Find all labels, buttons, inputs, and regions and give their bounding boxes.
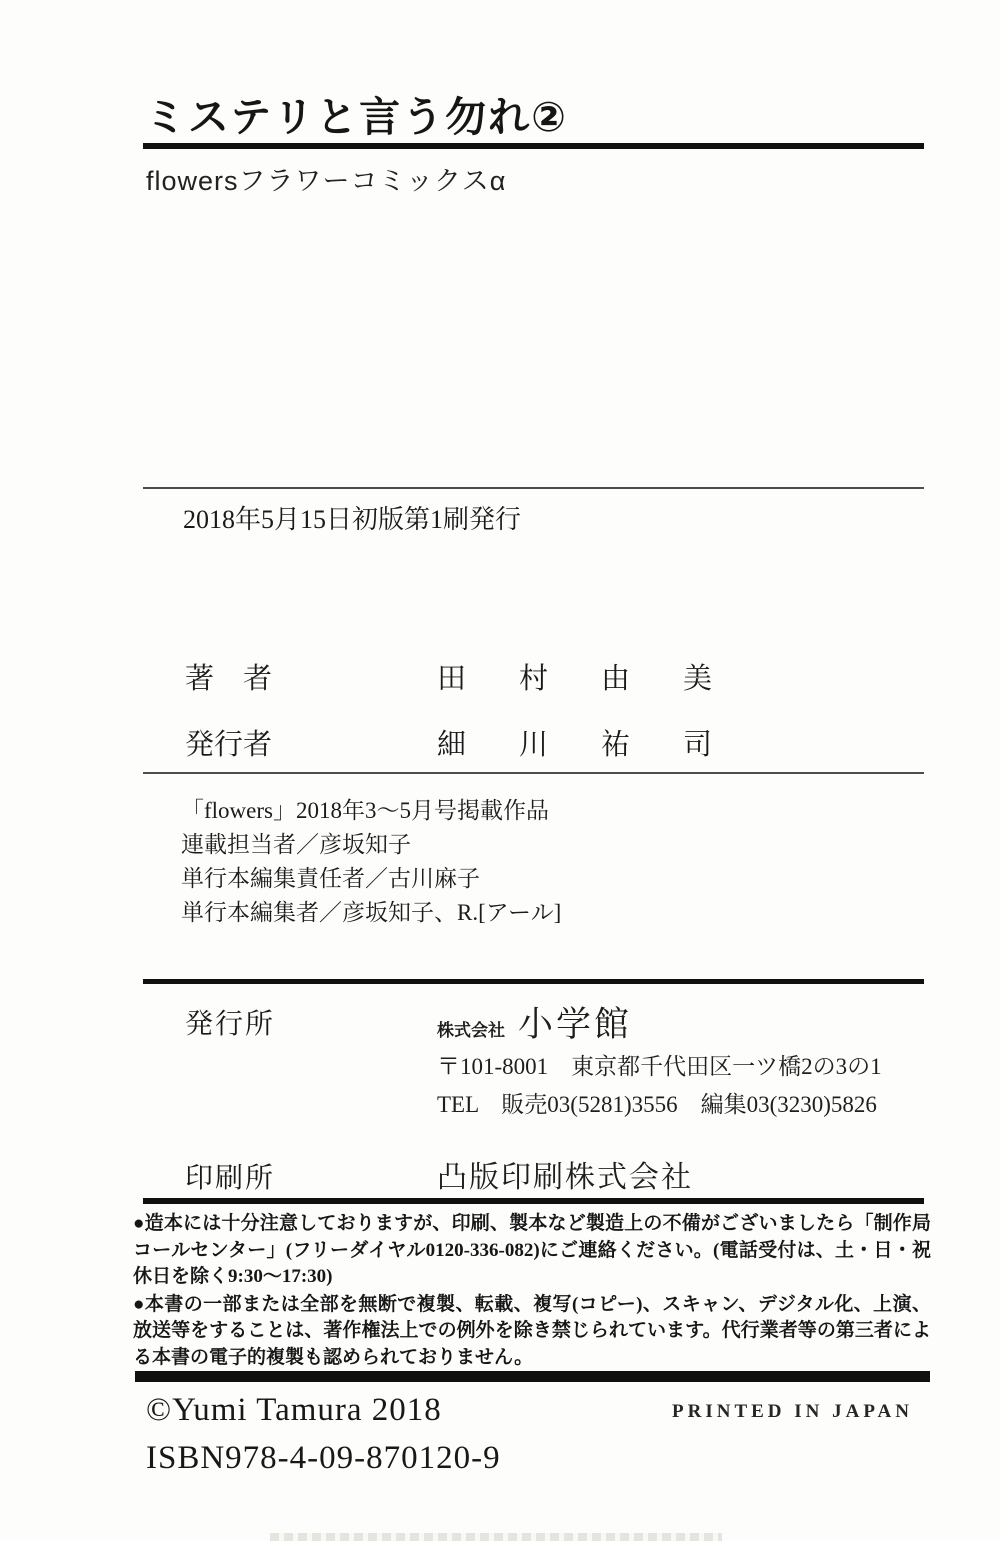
book-title: ミステリと言う勿れ② — [145, 94, 568, 140]
roles-divider-rule — [143, 772, 924, 774]
publisher-company — [437, 997, 632, 1047]
printer-section-label: 印刷所 — [185, 1163, 276, 1194]
publisher-person-name: 細 川 祐 司 — [437, 729, 725, 761]
author-name: 田 村 由 美 — [437, 663, 725, 695]
serial-editor-line: 連載担当者／彦坂知子 — [181, 832, 411, 857]
isbn-number: ISBN978-4-09-870120-9 — [146, 1440, 501, 1476]
edition-divider-rule — [143, 487, 924, 489]
volume-chief-editor-line: 単行本編集責任者／古川麻子 — [181, 866, 480, 891]
edition-date-line: 2018年5月15日初版第1刷発行 — [183, 505, 522, 534]
publisher-person-label: 発行者 — [185, 729, 273, 761]
author-label: 著 者 — [185, 663, 273, 695]
notice-section-rule — [143, 1198, 924, 1204]
imprint-series-label: flowersフラワーコミックスα — [146, 166, 507, 196]
publisher-section-rule — [143, 979, 924, 984]
copyright-line: ©Yumi Tamura 2018 — [146, 1392, 442, 1428]
volume-editors-line: 単行本編集者／彦坂知子、R.[アール] — [181, 900, 562, 925]
binding-defect-notice: ●造本には十分注意しておりますが、印刷、製本など製造上の不備がございましたら「制作局コールセンター」(フリーダイヤル0120-336-082)にご連絡ください。(電話受付は、土・日・祝休日を除く9:30～17:30) — [133, 1213, 931, 1287]
footer-rule — [135, 1371, 930, 1382]
serialization-credits — [181, 794, 561, 930]
legal-notices — [133, 1211, 931, 1372]
title-underline-rule — [143, 143, 924, 149]
publisher-section-label: 発行所 — [185, 1009, 276, 1040]
printed-in-japan-label: PRINTED IN JAPAN — [672, 1401, 913, 1422]
publisher-company-name: 小学館 — [518, 1005, 633, 1044]
publisher-telephone: TEL 販売03(5281)3556 編集03(3230)5826 — [437, 1092, 877, 1117]
publisher-company-prefix: 株式会社 — [437, 1021, 505, 1040]
copyright-prohibition-notice: ●本書の一部または全部を無断で複製、転載、複写(コピー)、スキャン、デジタル化、上演、放送等をすることは、著作権法上での例外を除き禁じられています。代行業者等の第三者による本書の電子的複製も認められておりません。 — [133, 1293, 931, 1368]
serialization-source-line: 「flowers」2018年3～5月号掲載作品 — [181, 798, 549, 823]
printer-company-name: 凸版印刷株式会社 — [437, 1161, 693, 1194]
scan-edge-artifact — [270, 1533, 722, 1541]
publisher-address: 〒101-8001 東京都千代田区一ツ橋2の3の1 — [437, 1054, 882, 1079]
